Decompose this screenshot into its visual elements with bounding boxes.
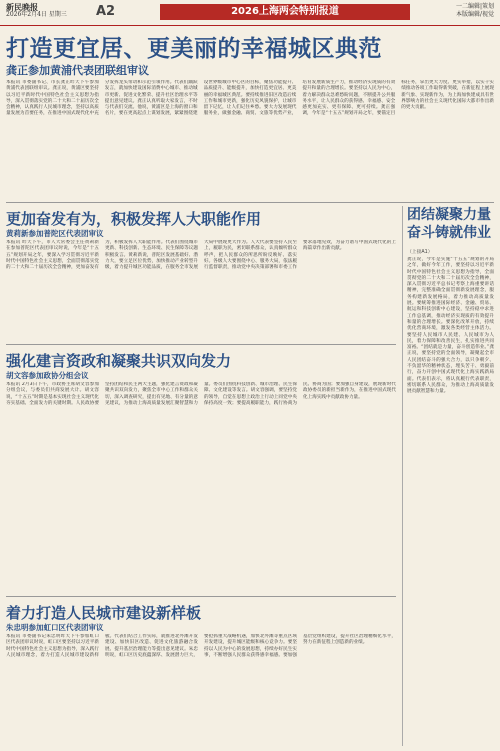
divider-rule xyxy=(6,596,396,597)
section-title-2: 强化建言资政和凝聚共识双向发力 xyxy=(6,352,232,370)
section-title-3: 着力打造人民城市建设新样板 xyxy=(6,604,202,622)
divider-rule xyxy=(6,344,396,345)
section-body-1: 本报讯 昨天下午，市人大常委会主任黄莉新在参加普陀区代表团审议时说，今年是“十五五”规划开局之年，要深入学习贯彻习近平新时代中国特色社会主义思想，全面贯彻落实党的二十大和二十届历次全会精神，更加奋发有为，积极发挥人大职能作用。代表们围绕城市更新、科技创新、生态环境、民生保障等议题积极发言。黄莉新说，普陀区发展基础好、潜力大，要立足区位优势，加快推动产业转型升级，着力提升城区功能品质，在服务全市发展大局中展现更大作为。人大代表要坚持人民至上，履职为民，密切联系群众，认真倾听群众呼声，把人民群众的所思所盼反映好、落实好。各级人大要围绕中心、服务大局，依法履行监督职责，推动党中央决策部署和市委工作要求落地见效，为奋力谱写中国式现代化的上海篇章作出新贡献。 xyxy=(6,240,396,271)
sidebar-column xyxy=(402,206,494,746)
sidebar-dateline: （上接A1） xyxy=(407,250,433,255)
lead-body: 本报讯 市委副书记、市长龚正昨天下午参加黄浦代表团联组审议。龚正说，黄浦区要坚持以习近平新时代中国特色社会主义思想为指导，深入贯彻落实党的二十大和二十届历次全会精神，认真践行人民城市理念，坚持以高质量发展为首要任务，在推进中国式现代化中充分发挥龙头带动和示范引领作用。代表们踊跃发言，就加快建设国际消费中心城市、推动城市更新、促进文化繁荣、提升社区治理水平等提出意见建议。龚正认真听取大家发言，不时与代表们交流。他说，黄浦区是上海的窗口和名片，要在更高起点上谋划发展，紧紧围绕建设世界级城市中心区的目标，聚焦功能提升、品质提升、能级提升，加快打造更宜居、更美丽的幸福城区典范。要持续推进旧区改造后续工作和城市更新，强化历史风貌保护，让城市留下记忆，让人们记住乡愁。要大力发展现代服务业，做强金融、商贸、文旅等优势产业，培育发展新质生产力，推动经济实现质的有效提升和量的合理增长。要坚持以人民为中心，着力解决群众急难愁盼问题，不断提升公共服务水平，让人民群众的获得感、幸福感、安全感更加充实、更有保障、更可持续。龚正强调，今年是“十五五”规划开局之年，要锚定目标任务，拿出更大力度、更实举措，以实干实绩推动各项工作取得新突破，在新征程上展现新气象、实现新作为，为上海加快建成具有世界影响力的社会主义现代化国际大都市作出新的更大贡献。 xyxy=(6,80,494,117)
page-number: A2 xyxy=(96,4,116,19)
section-subhead-2: 胡文容参加政协分组会议 xyxy=(6,371,89,380)
section-body-2: 本报讯 2月3日下午，市政协主席胡文容参加分组会议，与委员们共商发展大计。胡文容说，“十五五”时期是基本实现社会主义现代化夯实基础、全面发力的关键时期。人民政协要坚持团结和民主两大主题，强化建言资政和凝聚共识双向发力，聚焦全市中心工作和群众关切，深入调查研究，提出有见地、有分量的意见建议，为推动上海高质量发展汇聚智慧和力量。委员们围绕科技创新、城市治理、民生保障、文化建设等发言。胡文容强调，要坚持党的领导，自觉在思想上政治上行动上同党中央保持高度一致；要提高履职能力，践行协商为民、协商为国；要加强自身建设，展现新时代政协委员的新担当新作为，在推进中国式现代化上海实践中贡献政协力量。 xyxy=(6,382,396,406)
paper-name: 新民晚报 xyxy=(6,2,38,12)
masthead-right xyxy=(456,3,494,19)
date-line: 2026年2月4日 星期三 xyxy=(6,11,67,18)
section-body-3: 本报讯 市委副书记朱忠明昨天下午参加虹口区代表团审议时说，虹口区要坚持以习近平新时代中国特色社会主义思想为指导，深入践行人民城市理念，着力打造人民城市建设新样板。代表们结合工作实际，就推进北外滩开发建设、加快旧区改造、促进文化旅游融合发展、提升基层治理能力等提出意见建议。朱忠明说，虹口区历史底蕴深厚、发展潜力巨大，要抢抓重大战略机遇，加快北外滩等重点区域开发建设，提升城区能级和核心竞争力。要坚持以人民为中心的发展思想，持续办好民生实事，不断增强人民群众获得感幸福感。要加强基层党组织建设，提升社区治理精细化水平，努力在新征程上创造新的业绩。 xyxy=(6,634,396,658)
lead-headline: 打造更宜居、更美丽的幸福城区典范 xyxy=(6,36,382,62)
masthead-left xyxy=(6,3,67,19)
masthead xyxy=(0,0,500,26)
section-title-1: 更加奋发有为，积极发挥人大职能作用 xyxy=(6,210,262,228)
sidebar-body: 龚正说，今年是实施“十五五”规划的开局之年，做好今年工作，要坚持以习近平新时代中国特色社会主义思想为指导，全面贯彻党的二十大和二十届历次全会精神，深入贯彻习近平总书记考察上海重要讲话精神，完整准确全面贯彻新发展理念，服务构建新发展格局，着力推动高质量发展。要统筹推进国际经济、金融、贸易、航运和科技创新中心建设，坚持稳中求进工作总基调，推动经济实现质的有效提升和量的合理增长。要深化改革开放，持续优化营商环境，激发各类经营主体活力。要坚持人民城市人民建、人民城市为人民，着力保障和改善民生，扎实推进共同富裕。“团结就是力量，奋斗创造伟业。”龚正说，要坚持党的全面领导，凝聚起全市人民团结奋斗的强大合力，以只争朝夕、不负韶华的精神状态，埋头苦干、勇毅前行，奋力开创中国式现代化上海实践新局面。代表们表示，将认真履行代表职责，密切联系人民群众，为推动上海高质量发展贡献智慧和力量。 xyxy=(407,257,494,395)
section-subhead-3: 朱忠明参加虹口区代表团审议 xyxy=(6,623,104,632)
special-report-band: 2026上海两会特别报道 xyxy=(160,4,410,20)
editor-sub: 本版编辑/视觉 xyxy=(455,11,494,18)
editor-label: 一二编辑|策划 xyxy=(455,3,494,10)
divider-rule xyxy=(6,202,494,203)
section-subhead-1: 黄莉新参加普陀区代表团审议 xyxy=(6,229,104,238)
sidebar-title: 团结凝聚力量 奋斗铸就伟业 xyxy=(407,207,491,241)
lead-subhead: 龚正参加黄浦代表团联组审议 xyxy=(6,64,149,77)
